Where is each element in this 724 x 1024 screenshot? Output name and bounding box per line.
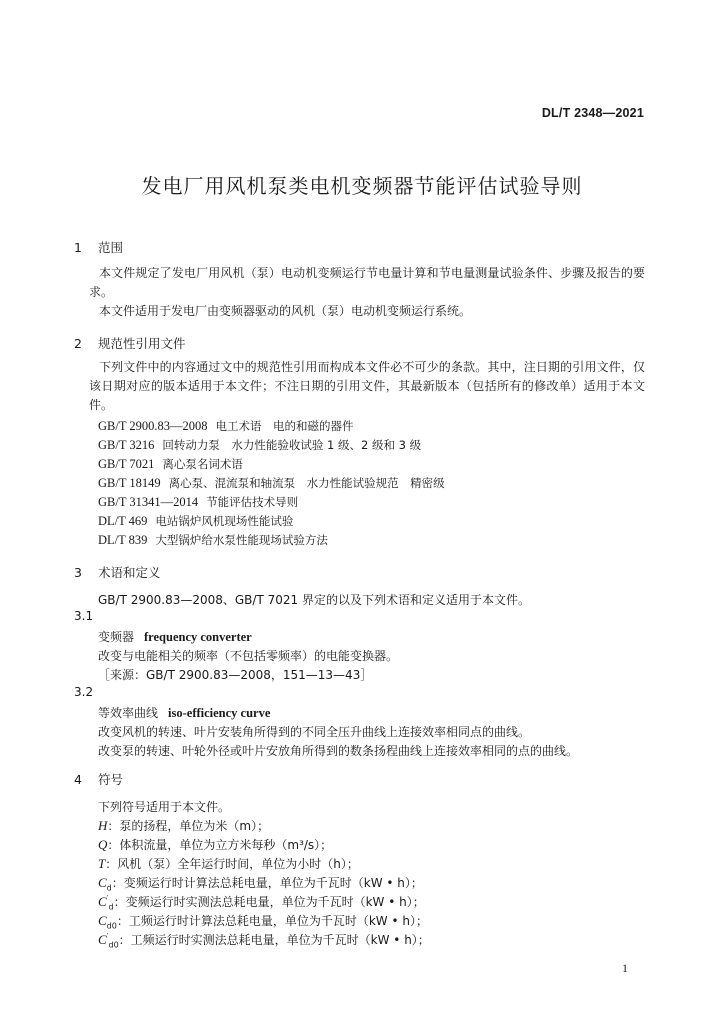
symbol-prime: ′ bbox=[106, 932, 109, 941]
symbol-subscript: d bbox=[108, 902, 114, 912]
section-title: 符号 bbox=[97, 772, 123, 787]
reference-name: 离心泵名词术语 bbox=[162, 457, 243, 471]
section-title: 术语和定义 bbox=[97, 565, 161, 580]
symbol-item bbox=[98, 912, 428, 930]
symbol-item bbox=[98, 817, 269, 834]
reference-name: 节能评估技术导则 bbox=[206, 495, 299, 509]
section-1-paragraph-2: 本文件适用于发电厂由变频器驱动的风机（泵）电动机变频运行系统。 bbox=[99, 304, 472, 318]
reference-item bbox=[98, 513, 293, 529]
reference-name: 电站锅炉风机现场性能试验 bbox=[155, 514, 294, 528]
section-number: 4 bbox=[74, 772, 82, 787]
symbol-description: ：风机（泵）全年运行时间，单位为小时（h）； bbox=[105, 857, 359, 871]
term-number: 3.1 bbox=[74, 609, 94, 623]
reference-code: DL/T 839 bbox=[98, 533, 148, 547]
section-2-heading bbox=[74, 334, 186, 352]
symbol-subscript: d bbox=[106, 883, 112, 893]
symbol-item bbox=[98, 874, 423, 892]
term-definition: 改变泵的转速、叶轮外径或叶片安放角所得到的数条扬程曲线上连接效率相同的点的曲线。 bbox=[98, 744, 579, 758]
standard-code: DL/T 2348—2021 bbox=[541, 106, 644, 120]
reference-item bbox=[98, 437, 421, 453]
section-number: 1 bbox=[74, 240, 82, 255]
symbol: H bbox=[98, 818, 108, 833]
symbol: C bbox=[98, 875, 107, 890]
reference-item bbox=[98, 456, 243, 472]
reference-item bbox=[98, 475, 445, 491]
term-entry bbox=[98, 704, 270, 721]
section-title: 规范性引用文件 bbox=[97, 336, 186, 351]
symbol-description: ：体积流量，单位为立方米每秒（m³/s）； bbox=[107, 838, 333, 852]
reference-item bbox=[98, 494, 298, 510]
page-number: 1 bbox=[622, 961, 628, 975]
symbol-description: ：泵的扬程，单位为米（m）； bbox=[107, 819, 270, 833]
reference-item bbox=[98, 532, 328, 548]
symbol-description: ：工频运行时实测法总耗电量，单位为千瓦时（kW • h）； bbox=[118, 933, 430, 947]
term-english: iso-efficiency curve bbox=[168, 706, 271, 720]
symbol-description: ：变频运行时计算法总耗电量，单位为千瓦时（kW • h）； bbox=[111, 876, 423, 890]
section-number: 3 bbox=[74, 565, 82, 580]
document-title: 发电厂用风机泵类电机变频器节能评估试验导则 bbox=[141, 174, 583, 198]
symbol-subscript: d0 bbox=[106, 921, 117, 931]
symbol: C bbox=[98, 894, 107, 909]
symbol: C bbox=[98, 932, 107, 947]
reference-code: GB/T 31341—2014 bbox=[98, 495, 199, 509]
reference-name: 离心泵、混流泵和轴流泵 水力性能试验规范 精密级 bbox=[168, 476, 445, 490]
reference-code: GB/T 7021 bbox=[98, 457, 155, 471]
reference-name: 回转动力泵 水力性能验收试验 1 级、2 级和 3 级 bbox=[162, 438, 422, 452]
reference-item bbox=[98, 418, 354, 434]
term-number: 3.2 bbox=[74, 685, 94, 699]
section-4-heading bbox=[74, 770, 123, 788]
reference-code: GB/T 3216 bbox=[98, 438, 155, 452]
section-4-paragraph-1: 下列符号适用于本文件。 bbox=[98, 800, 231, 814]
symbol-item bbox=[98, 855, 359, 872]
symbol: T bbox=[98, 856, 106, 871]
symbol-prime: ′ bbox=[106, 894, 109, 903]
term-entry bbox=[98, 628, 252, 645]
section-3-heading bbox=[74, 563, 161, 581]
term-chinese: 变频器 bbox=[98, 630, 135, 644]
symbol-subscript: d0 bbox=[108, 940, 119, 950]
symbol-description: ：工频运行时计算法总耗电量，单位为千瓦时（kW • h）； bbox=[116, 914, 428, 928]
term-english: frequency converter bbox=[144, 630, 252, 644]
symbol-item bbox=[98, 893, 425, 911]
section-title: 范围 bbox=[97, 240, 123, 255]
reference-name: 大型锅炉给水泵性能现场试验方法 bbox=[155, 533, 328, 547]
reference-name: 电工术语 电的和磁的器件 bbox=[215, 419, 354, 433]
section-1-heading bbox=[74, 238, 123, 256]
reference-code: GB/T 2900.83—2008 bbox=[98, 419, 208, 433]
section-3-paragraph-1: GB/T 2900.83—2008、GB/T 7021 界定的以及下列术语和定义适用于本文件。 bbox=[98, 593, 530, 607]
symbol-description: ：变频运行时实测法总耗电量，单位为千瓦时（kW • h）； bbox=[113, 895, 425, 909]
term-chinese: 等效率曲线 bbox=[98, 706, 159, 720]
term-definition: 改变与电能相关的频率（不包括零频率）的电能变换器。 bbox=[98, 649, 399, 663]
section-2-paragraph-1: 下列文件中的内容通过文中的规范性引用而构成本文件必不可少的条款。其中，注日期的引用文件，仅该日期对应的版本适用于本文件；不注日期的引用文件，其最新版本（包括所有的修改单）适用于本文件。 bbox=[89, 360, 645, 412]
term-source: ［来源：GB/T 2900.83—2008，151—13—43］ bbox=[98, 668, 373, 682]
reference-code: DL/T 469 bbox=[98, 514, 148, 528]
section-1-paragraph-1: 本文件规定了发电厂用风机（泵）电动机变频运行节电量计算和节电量测量试验条件、步骤及报告的要求。 bbox=[89, 266, 645, 299]
reference-code: GB/T 18149 bbox=[98, 476, 161, 490]
section-number: 2 bbox=[74, 336, 82, 351]
symbol: C bbox=[98, 913, 107, 928]
symbol: Q bbox=[98, 837, 108, 852]
symbol-item bbox=[98, 931, 430, 949]
term-definition: 改变风机的转速、叶片安装角所得到的不同全压升曲线上连接效率相同点的曲线。 bbox=[98, 725, 531, 739]
symbol-item bbox=[98, 836, 332, 853]
